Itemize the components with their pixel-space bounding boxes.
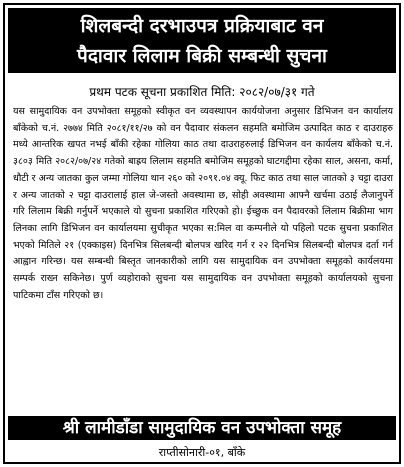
notice-title-banner [8, 8, 396, 73]
publication-date: प्रथम पटक सूचना प्रकाशित मिति: २०८२/०७/३१ गते [89, 85, 315, 99]
organization-address: राप्तीसोनारी-०१, बाँके [158, 446, 246, 459]
notice-title-line-1: शिलबन्दी दरभाउपत्र प्रक्रियाबाट वन [80, 15, 324, 37]
organization-name-banner: श्री लामीडाँडा सामुदायिक वन उपभोक्ता समूह [8, 416, 396, 440]
notice-title-line-2: पैदावार लिलाम बिक्री सम्बन्धी सुचना [77, 45, 327, 67]
notice-body [13, 104, 393, 304]
notice-body-paragraph: यस सामुदायिक वन उपभोक्ता समूहको स्वीकृत वन व्यवस्थापन कार्ययोजना अनुसार डिभिजन वन कार्यालय बाँकेको च.नं. २७७४ मिति २०८१/११/२७ को वन पैदावार संकलन सहमति बमोजिम उत्पादित काठ र दाउराहरु मध्ये आन्तरिक खपत नभई बाँकी रहेका गोलिया काठ तथा दाउराहरुलाई डिभिजन वन कार्यलय बाँकेको च.नं. ३८०३ मिति २०८२/०७/२४ गतेको बाह्रय लिलाम सहमति बमोजिम समूहको घाटगद्दीमा रहेका साल, असना, कर्मा, धौटी र अन्य जातका कुल जम्मा गोलिया थान २६० को २०९१.०४ क्यू. फिट काठ तथा साल जातको ३ चट्टा दाउरा र अन्य जातको २ चट्टा दाउरालाई हाल जे-जस्तो अवस्थामा छ, सोही अवस्थामा आफ्नै खर्चमा उठाई लैजानुपर्ने गरि लिलाम बिक्री गर्नुपर्ने भएकाले यो सुचना प्रकाशित गरिएको हो। ईच्छुक वन पैदावरको लिलाम बिक्रीमा भाग लिनका लागि डिभिजन वन कार्यालयमा सुचीकृत भएका स:मिल वा कम्पनीले यो पहिलो पटक सुचना प्रकाशित भएको मितिले २१ (एक्काइस) दिनभित्र सिलबन्दी बोलपत्र खरिद गर्न र २२ दिनभित्र सिलबन्दी बोलपत्र दर्ता गर्न आह्वान गरिन्छ। यस सम्बन्धी बिस्तृत जानकारीको लागि यस सामुदायिक वन उपभोक्ता समूहको कार्यलयमा सम्पर्क राख्न सकिनेछ। पुर्ण व्यहोराको सुचना यस सामुदायिक वन उपभोक्ता समूहको कार्यालयको सुचना पाटिकमा टाँस गरिएको छ। [13, 106, 393, 301]
notice-frame [3, 3, 401, 464]
